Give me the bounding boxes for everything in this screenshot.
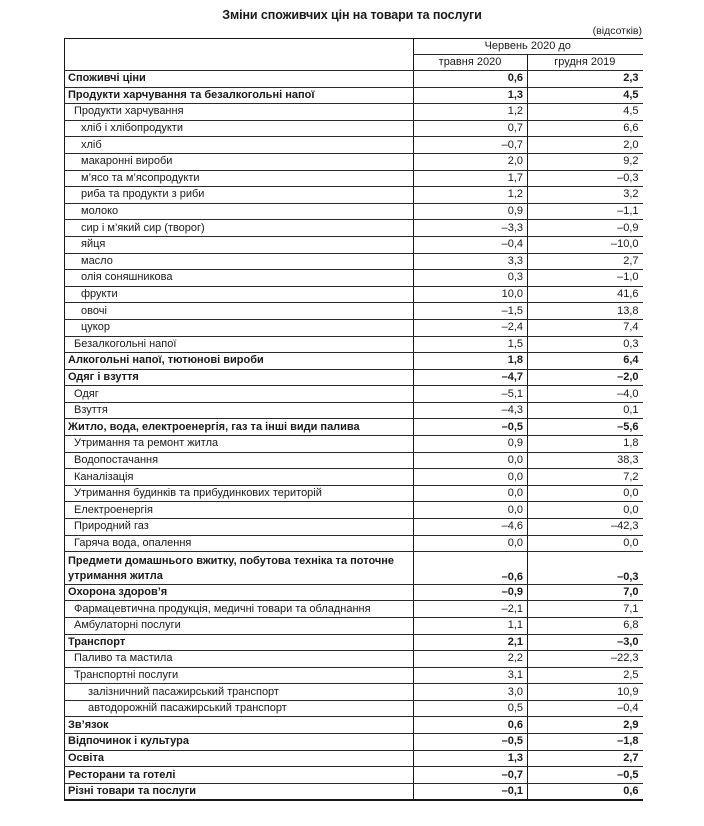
value-may-2020: –0,1 <box>414 783 528 800</box>
value-may-2020: 1,3 <box>414 750 528 767</box>
row-label: Освіта <box>65 750 414 767</box>
value-dec-2019: 0,0 <box>528 535 643 552</box>
value-dec-2019: –42,3 <box>528 519 643 536</box>
value-may-2020: –0,7 <box>414 137 528 154</box>
value-dec-2019: 7,1 <box>528 601 643 618</box>
value-may-2020: –2,1 <box>414 601 528 618</box>
value-may-2020: 1,3 <box>414 87 528 104</box>
value-may-2020: –0,9 <box>414 584 528 601</box>
row-label: Зв’язок <box>65 717 414 734</box>
value-dec-2019: 1,8 <box>528 436 643 453</box>
value-may-2020: 1,7 <box>414 170 528 187</box>
value-may-2020: 1,8 <box>414 353 528 370</box>
value-may-2020: 10,0 <box>414 286 528 303</box>
value-may-2020: 0,9 <box>414 203 528 220</box>
value-dec-2019: –0,5 <box>528 767 643 784</box>
value-dec-2019: 2,9 <box>528 717 643 734</box>
row-label: Ресторани та готелі <box>65 767 414 784</box>
value-dec-2019: 7,4 <box>528 319 643 336</box>
value-dec-2019: 2,7 <box>528 750 643 767</box>
row-label: Каналізація <box>65 469 414 486</box>
value-may-2020: 3,0 <box>414 684 528 701</box>
value-dec-2019: 13,8 <box>528 303 643 320</box>
value-may-2020: –3,3 <box>414 220 528 237</box>
row-label: Гаряча вода, опалення <box>65 535 414 552</box>
row-label: Алкогольні напої, тютюнові вироби <box>65 353 414 370</box>
value-dec-2019: 6,6 <box>528 120 643 137</box>
value-dec-2019: 2,0 <box>528 137 643 154</box>
row-label: Амбулаторні послуги <box>65 617 414 634</box>
header-col-dec-2019: грудня 2019 <box>528 55 643 71</box>
value-may-2020: 0,7 <box>414 120 528 137</box>
row-label: Фармацевтична продукція, медичні товари та обладнання <box>65 601 414 618</box>
row-label: автодорожній пасажирський транспорт <box>65 700 414 717</box>
row-label: Безалкогольні напої <box>65 336 414 353</box>
value-may-2020: 1,2 <box>414 187 528 204</box>
row-label: Транспорт <box>65 634 414 651</box>
row-label: Охорона здоров’я <box>65 584 414 601</box>
value-may-2020: 1,2 <box>414 104 528 121</box>
value-dec-2019: –0,9 <box>528 220 643 237</box>
value-may-2020: –0,5 <box>414 419 528 436</box>
value-may-2020: 0,0 <box>414 452 528 469</box>
value-may-2020: –1,5 <box>414 303 528 320</box>
value-may-2020: –2,4 <box>414 319 528 336</box>
row-label: Водопостачання <box>65 452 414 469</box>
value-may-2020: –4,3 <box>414 402 528 419</box>
value-may-2020: 1,1 <box>414 617 528 634</box>
value-may-2020: 0,9 <box>414 436 528 453</box>
value-dec-2019: –1,0 <box>528 270 643 287</box>
cpi-table <box>64 38 643 801</box>
value-dec-2019: –5,6 <box>528 419 643 436</box>
value-may-2020: –0,4 <box>414 236 528 253</box>
value-dec-2019: –4,0 <box>528 386 643 403</box>
value-dec-2019: 0,0 <box>528 485 643 502</box>
value-dec-2019: 0,6 <box>528 783 643 800</box>
row-label: Одяг <box>65 386 414 403</box>
value-may-2020: –4,6 <box>414 519 528 536</box>
value-may-2020: 0,0 <box>414 485 528 502</box>
value-may-2020: 2,0 <box>414 153 528 170</box>
value-dec-2019: 41,6 <box>528 286 643 303</box>
value-dec-2019: 6,4 <box>528 353 643 370</box>
header-blank-cell <box>65 39 414 71</box>
value-dec-2019: –1,1 <box>528 203 643 220</box>
row-label: яйця <box>65 236 414 253</box>
header-col-may-2020: травня 2020 <box>414 55 528 71</box>
row-label: Паливо та мастила <box>65 651 414 668</box>
value-may-2020: 0,6 <box>414 71 528 88</box>
row-label: Предмети домашнього вжитку, побутова техніка та поточне утримання житла <box>65 552 414 585</box>
value-dec-2019: 9,2 <box>528 153 643 170</box>
row-label: Споживчі ціни <box>65 71 414 88</box>
value-dec-2019: 0,0 <box>528 502 643 519</box>
value-dec-2019: –0,3 <box>528 552 643 585</box>
value-dec-2019: –2,0 <box>528 369 643 386</box>
value-dec-2019: 2,7 <box>528 253 643 270</box>
row-label: хліб <box>65 137 414 154</box>
row-label: хліб і хлібопродукти <box>65 120 414 137</box>
value-may-2020: –4,7 <box>414 369 528 386</box>
table-title: Зміни споживчих цін на товари та послуги <box>222 8 482 22</box>
value-may-2020: 3,3 <box>414 253 528 270</box>
row-label: Продукти харчування та безалкогольні напої <box>65 87 414 104</box>
row-label: Утримання будинків та прибудинкових територій <box>65 485 414 502</box>
value-dec-2019: 6,8 <box>528 617 643 634</box>
row-label: фрукти <box>65 286 414 303</box>
row-label: Житло, вода, електроенергія, газ та інші види палива <box>65 419 414 436</box>
value-dec-2019: 2,5 <box>528 667 643 684</box>
value-dec-2019: –1,8 <box>528 734 643 751</box>
value-dec-2019: 2,3 <box>528 71 643 88</box>
value-dec-2019: 3,2 <box>528 187 643 204</box>
row-label: Різні товари та послуги <box>65 783 414 800</box>
value-dec-2019: 7,0 <box>528 584 643 601</box>
value-may-2020: –0,5 <box>414 734 528 751</box>
row-label: олія соняшникова <box>65 270 414 287</box>
row-label: молоко <box>65 203 414 220</box>
value-dec-2019: –0,4 <box>528 700 643 717</box>
value-may-2020: –5,1 <box>414 386 528 403</box>
row-label: залізничний пасажирський транспорт <box>65 684 414 701</box>
row-label: Продукти харчування <box>65 104 414 121</box>
row-label: сир і м’який сир (творог) <box>65 220 414 237</box>
row-label: овочі <box>65 303 414 320</box>
row-label: Електроенергія <box>65 502 414 519</box>
value-may-2020: 0,0 <box>414 469 528 486</box>
value-may-2020: 0,5 <box>414 700 528 717</box>
row-label: цукор <box>65 319 414 336</box>
value-may-2020: 2,2 <box>414 651 528 668</box>
value-dec-2019: 38,3 <box>528 452 643 469</box>
row-label: Утримання та ремонт житла <box>65 436 414 453</box>
row-label: Взуття <box>65 402 414 419</box>
value-may-2020: 0,0 <box>414 535 528 552</box>
row-label: Відпочинок і культура <box>65 734 414 751</box>
value-may-2020: 1,5 <box>414 336 528 353</box>
value-dec-2019: 7,2 <box>528 469 643 486</box>
value-may-2020: 0,6 <box>414 717 528 734</box>
row-label: масло <box>65 253 414 270</box>
unit-note: (відсотків) <box>592 25 642 37</box>
row-label: Транспортні послуги <box>65 667 414 684</box>
value-dec-2019: –3,0 <box>528 634 643 651</box>
value-may-2020: –0,7 <box>414 767 528 784</box>
value-may-2020: 3,1 <box>414 667 528 684</box>
value-dec-2019: 4,5 <box>528 87 643 104</box>
value-may-2020: 0,3 <box>414 270 528 287</box>
row-label: макаронні вироби <box>65 153 414 170</box>
row-label: Природний газ <box>65 519 414 536</box>
value-dec-2019: –22,3 <box>528 651 643 668</box>
value-may-2020: –0,6 <box>414 552 528 585</box>
value-dec-2019: –0,3 <box>528 170 643 187</box>
value-may-2020: 2,1 <box>414 634 528 651</box>
value-dec-2019: 0,1 <box>528 402 643 419</box>
value-dec-2019: 10,9 <box>528 684 643 701</box>
value-may-2020: 0,0 <box>414 502 528 519</box>
row-label: м’ясо та м’ясопродукти <box>65 170 414 187</box>
value-dec-2019: –10,0 <box>528 236 643 253</box>
value-dec-2019: 4,5 <box>528 104 643 121</box>
row-label: Одяг і взуття <box>65 369 414 386</box>
header-group-label: Червень 2020 до <box>414 39 643 55</box>
value-dec-2019: 0,3 <box>528 336 643 353</box>
row-label: риба та продукти з риби <box>65 187 414 204</box>
